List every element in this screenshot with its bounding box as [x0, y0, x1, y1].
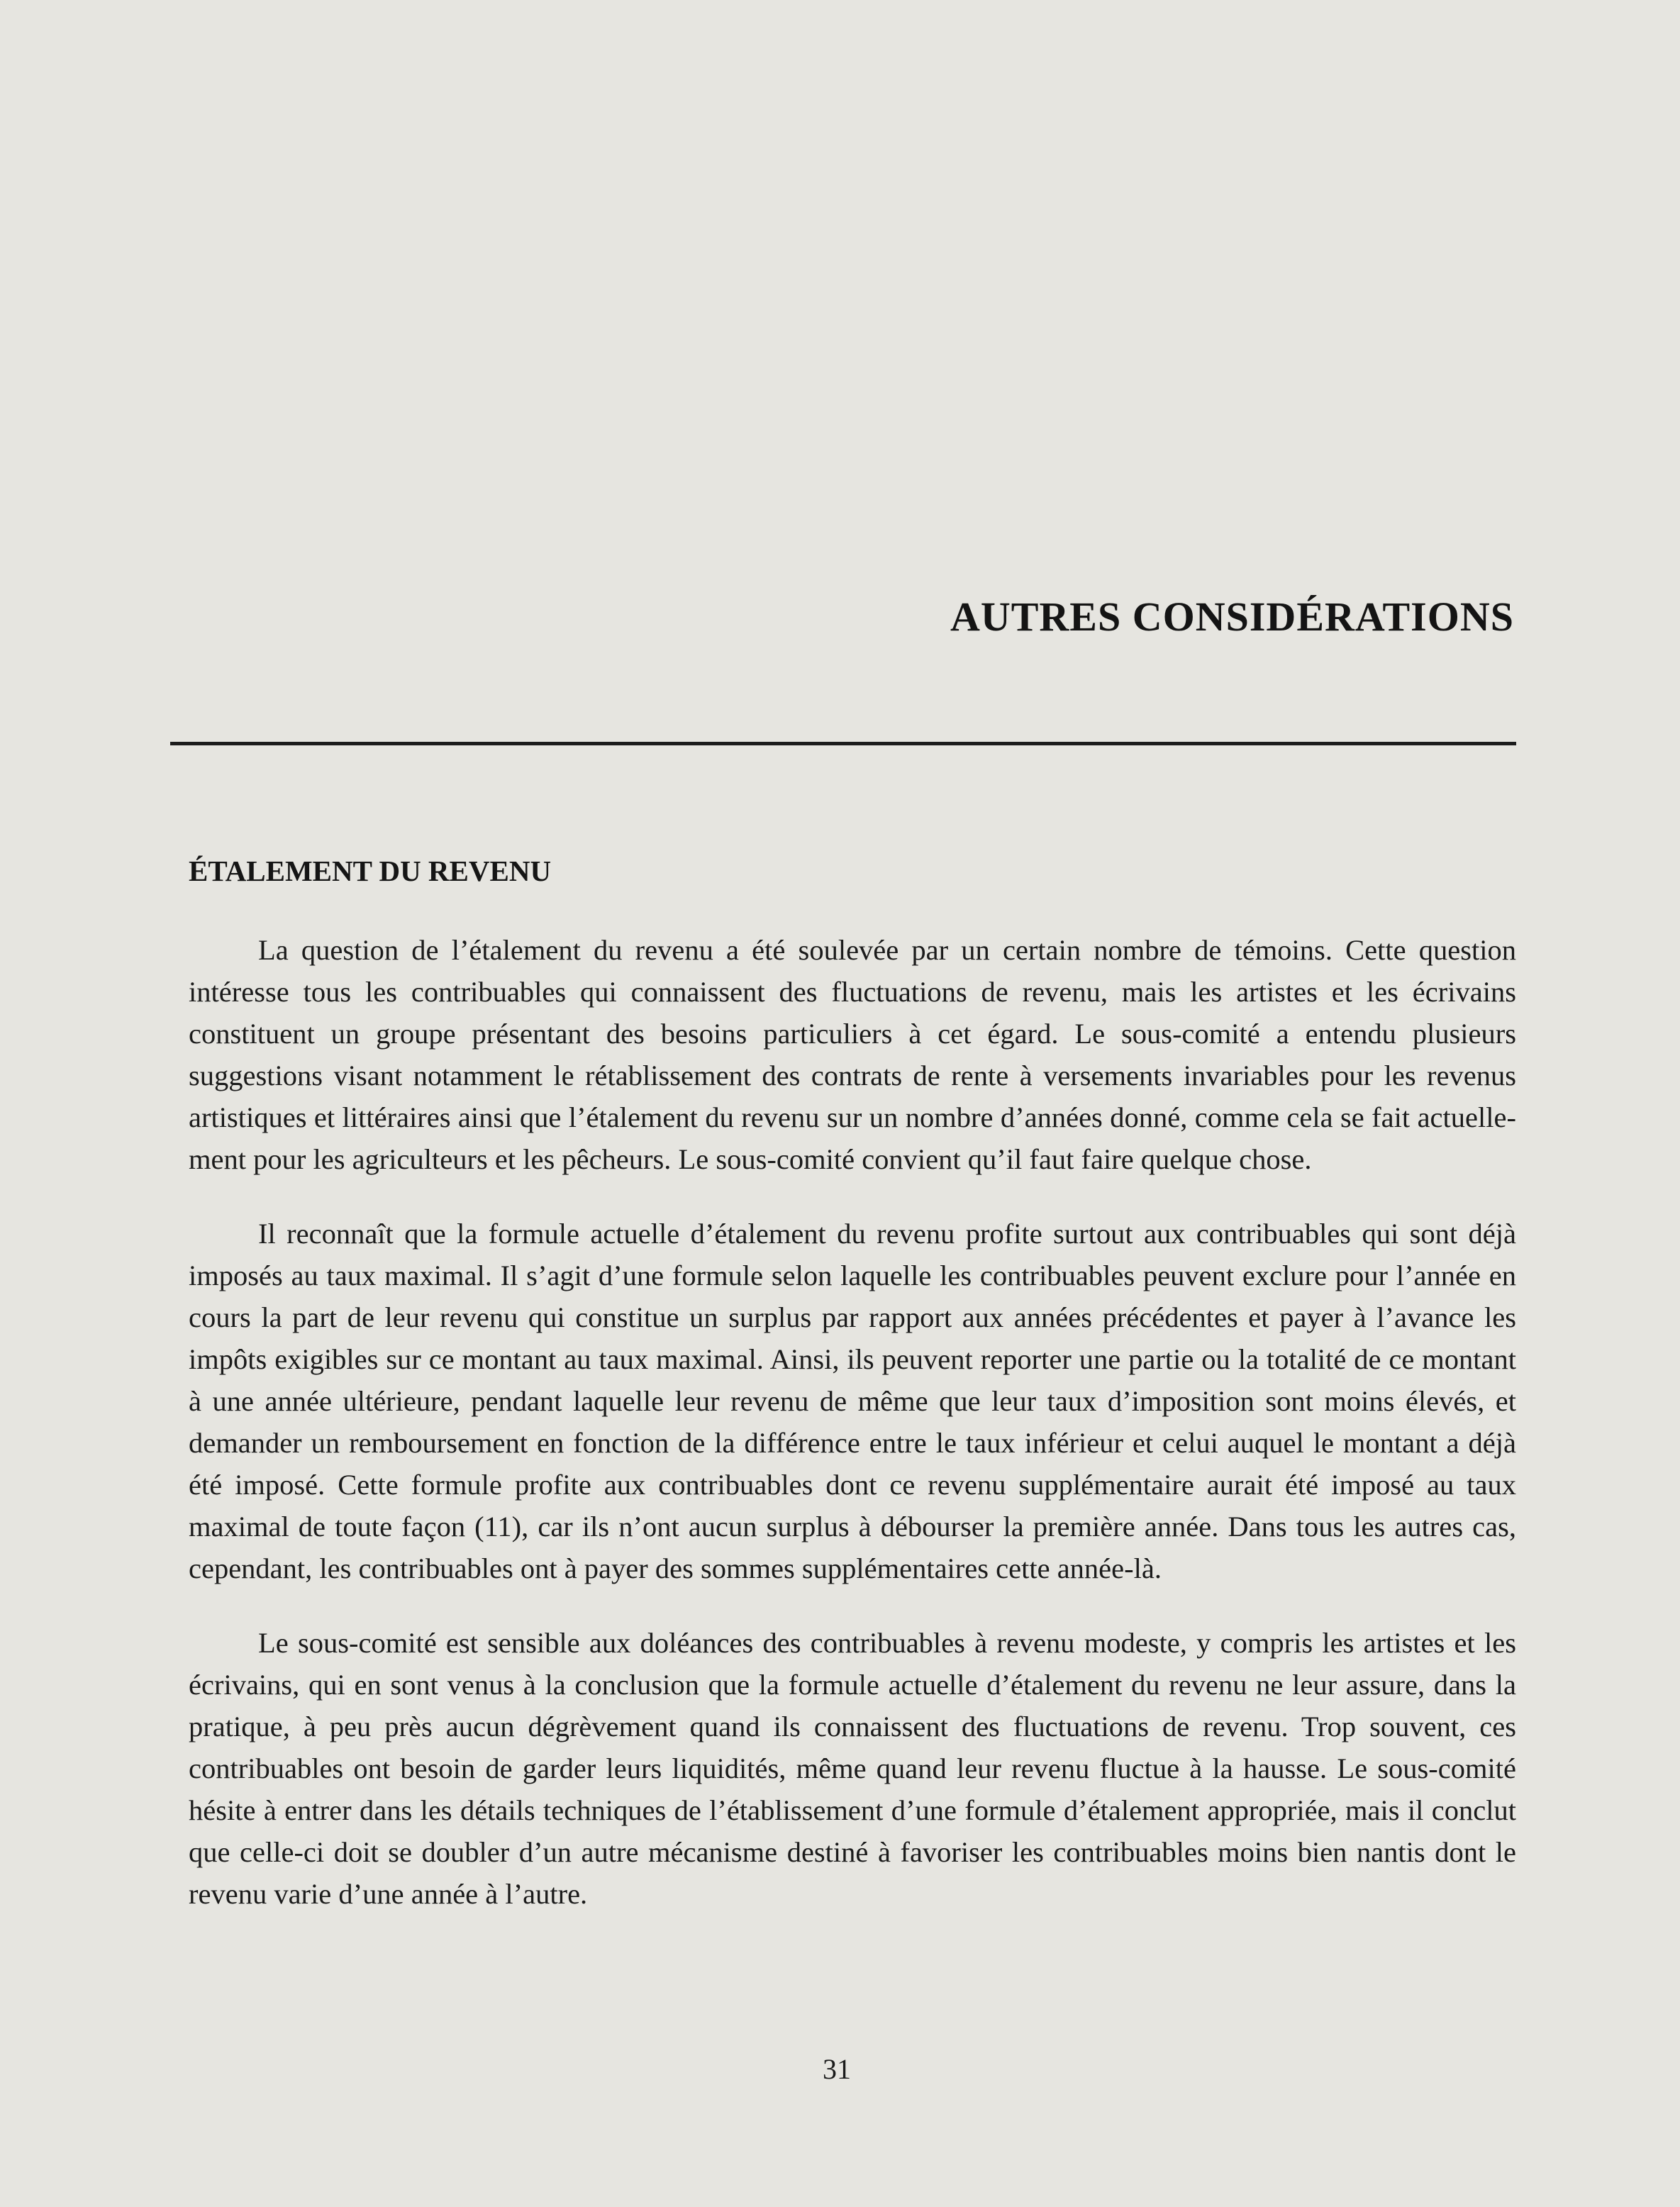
- page-number: 31: [823, 2053, 851, 2085]
- paragraph-2: Il reconnaît que la formule actuelle d’étalement du revenu profite surtout aux contribuables qui sont déjà imposés au taux maximal. Il s’agit d’une formule selon laquelle les contribuables peuvent exclure pour l’année en cours la part de leur revenu qui constitue un surplus par rapport aux années précédentes et payer à l’avance les impôts exigibles sur ce montant au taux maximal. Ainsi, ils peuvent reporter une partie ou la totalité de ce montant à une année ultérieure, pendant laquelle leur revenu de même que leur taux d’imposition sont moins élevés, et demander un remboursement en fonction de la différence entre le taux inférieur et celui auquel le montant a déjà été imposé. Cette formule profite aux contribuables dont ce revenu supplémentaire aurait été imposé au taux maximal de toute façon (11), car ils n’ont aucun surplus à débourser la première année. Dans tous les autres cas, cependant, les contribuables ont à payer des sommes supplémentaires cette année-là.: [189, 1218, 1516, 1584]
- paragraph-3: Le sous-comité est sensible aux doléances des contribuables à revenu modeste, y compris les artistes et les écrivains, qui en sont venus à la conclusion que la formule actuelle d’étalement du revenu ne leur assure, dans la pratique, à peu près aucun dégrèvement quand ils connaissent des fluctuations de revenu. Trop souvent, ces contribuables ont besoin de garder leurs liquidités, même quand leur revenu fluctue à la hausse. Le sous-comité hésite à entrer dans les détails techniques de l’établissement d’une formule d’étalement appropriée, mais il conclut que celle-ci doit se doubler d’un autre mécanisme destiné à favoriser les contribuables moins bien nantis dont le revenu varie d’une année à l’autre.: [189, 1627, 1516, 1910]
- chapter-title: AUTRES CONSIDÉRATIONS: [950, 594, 1514, 640]
- body-text: [189, 929, 1516, 1915]
- title-underline-rule: [170, 742, 1516, 745]
- section-heading: ÉTALEMENT DU REVENU: [189, 855, 552, 887]
- paragraph-1: La question de l’étalement du revenu a été soulevée par un certain nombre de témoins. Cette question intéresse tous les contribuables qui connaissent des fluctuations de revenu, mais les artistes et les écrivains constituent un groupe présentant des besoins particuliers à cet égard. Le sous-comité a entendu plusieurs suggestions visant notamment le rétablissement des contrats de rente à versements invariables pour les revenus artistiques et littéraires ainsi que l’étalement du revenu sur un nombre d’années donné, comme cela se fait actuellement pour les agriculteurs et les pêcheurs. Le sous-comité convient qu’il faut faire quelque chose.: [189, 934, 1516, 1175]
